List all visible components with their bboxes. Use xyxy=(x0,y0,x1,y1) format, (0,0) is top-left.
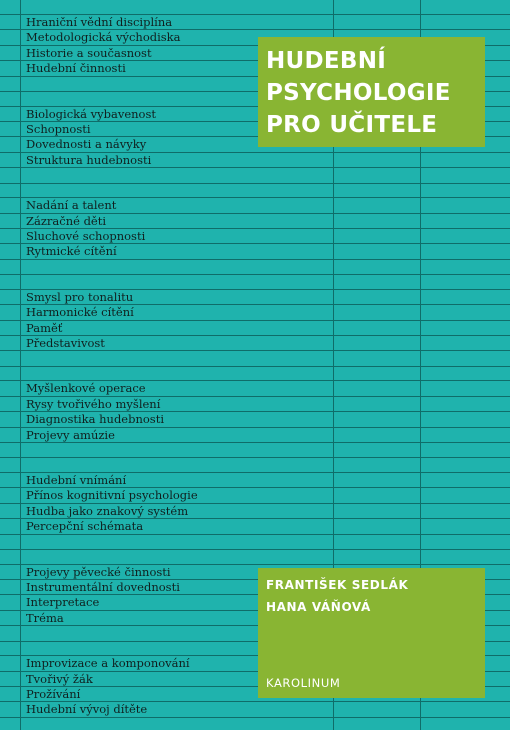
author-name: HANA VÁŇOVÁ xyxy=(266,600,371,614)
topic-item: Hudební vnímání xyxy=(26,473,127,487)
rule-line xyxy=(0,320,510,321)
title-box xyxy=(258,37,485,147)
topic-item: Interpretace xyxy=(26,595,100,610)
title-line: PRO UČITELE xyxy=(266,112,438,138)
topic-item: Smysl pro tonalitu xyxy=(26,289,134,304)
topic-item: Tvořivý žák xyxy=(26,671,93,686)
rule-line xyxy=(0,457,510,458)
column-rule xyxy=(20,0,21,730)
topic-item: Percepční schémata xyxy=(26,519,144,534)
topic-item: Přínos kognitivní psychologie xyxy=(26,488,198,503)
publisher-name: KAROLINUM xyxy=(266,676,341,690)
rule-line xyxy=(0,274,510,275)
topic-item: Metodologická východiska xyxy=(26,30,181,45)
topic-item: Projevy amúzie xyxy=(26,427,115,442)
rule-line xyxy=(0,366,510,367)
topic-item: Sluchové schopnosti xyxy=(26,229,146,243)
topic-item: Instrumentální dovednosti xyxy=(26,580,180,594)
topic-item: Projevy pěvecké činnosti xyxy=(26,564,171,579)
topic-item: Myšlenkové operace xyxy=(26,381,146,396)
rule-line xyxy=(0,167,510,168)
title-line: PSYCHOLOGIE xyxy=(266,80,451,106)
topic-item: Biologická vybavenost xyxy=(26,106,156,121)
rule-line xyxy=(0,534,510,535)
topic-item: Představivost xyxy=(26,336,105,350)
title-line: HUDEBNÍ xyxy=(266,48,387,74)
topic-item: Prožívání xyxy=(26,687,81,701)
rule-line xyxy=(0,442,510,443)
topic-item: Dovednosti a návyky xyxy=(26,137,147,152)
topic-item: Paměť xyxy=(26,320,63,335)
topic-item: Historie a současnost xyxy=(26,45,152,60)
topic-item: Schopnosti xyxy=(26,122,91,136)
topic-item: Tréma xyxy=(26,610,64,625)
topic-item: Rytmické cítění xyxy=(26,244,117,259)
topic-item: Hudební činnosti xyxy=(26,61,126,76)
topic-item: Hudební vývoj dítěte xyxy=(26,702,148,717)
topic-item: Hudba jako znakový systém xyxy=(26,503,189,518)
author-box xyxy=(258,568,485,698)
topic-item: Diagnostika hudebnosti xyxy=(26,412,164,427)
topic-item: Hraniční vědní disciplína xyxy=(26,15,173,29)
rule-line xyxy=(0,259,510,260)
rule-line xyxy=(0,350,510,351)
topic-item: Harmonické cítění xyxy=(26,305,134,320)
topic-item: Struktura hudebnosti xyxy=(26,152,152,167)
topic-item: Improvizace a komponování xyxy=(26,656,190,671)
rule-line xyxy=(0,717,510,718)
topic-item: Zázračné děti xyxy=(26,213,107,228)
rule-line xyxy=(0,549,510,550)
author-name: FRANTIŠEK SEDLÁK xyxy=(266,578,409,592)
topic-item: Rysy tvořivého myšlení xyxy=(26,396,161,411)
rule-line xyxy=(0,183,510,184)
topic-item: Nadání a talent xyxy=(26,198,117,213)
